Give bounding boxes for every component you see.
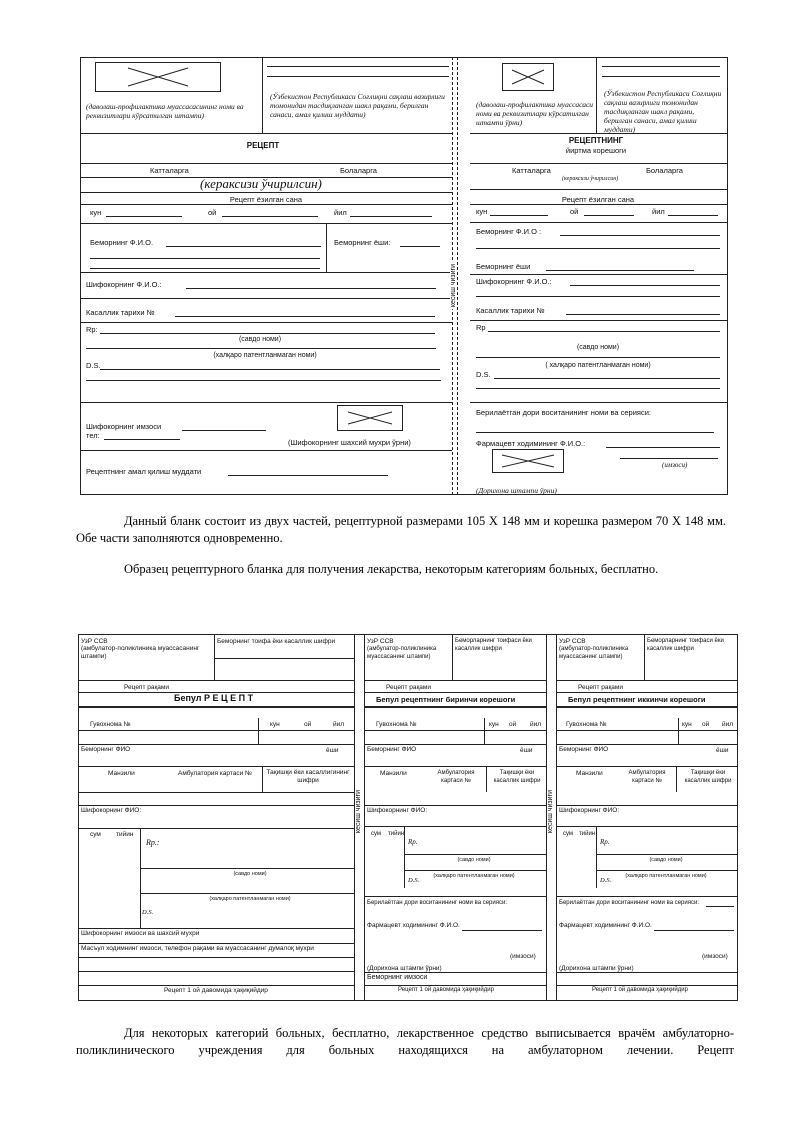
doctor-signature-label: Шифокорнинг имзоси <box>86 422 162 431</box>
sum-label: сум <box>563 831 574 837</box>
dispensed-drug-label: Берилаётган дори воситанининг номи ва серияси: <box>476 408 651 417</box>
drug-trade-name-caption: (савдо номи) <box>233 871 267 877</box>
stub1-title: Бепул рецептнинг биринчи корешоги <box>376 695 516 704</box>
rp-label: Rp: <box>86 325 98 334</box>
month-label: ой <box>304 721 312 728</box>
ministry-label: УзР ССВ <box>559 638 586 645</box>
doctor-signature-label: Шифокорнинг имзоси ва шахсий мухри <box>81 930 200 937</box>
category-code-label: Беморларнинг тоифаси ёки касаллик шифри <box>647 638 724 652</box>
date-label: Рецепт ёзилган сана <box>229 195 303 204</box>
children-label: Болаларга <box>340 166 377 175</box>
day-label: кун <box>682 721 692 728</box>
pharmacy-stamp-caption: (Дорихона штампи ўрни) <box>367 965 442 972</box>
address-label: Манзили <box>108 770 135 777</box>
validity-label: Рецепт 1 ой давомида ҳақиқийдир <box>398 987 494 993</box>
history-label: Касаллик тарихи № <box>476 306 545 315</box>
patient-name-label: Беморнинг ФИО <box>81 746 131 753</box>
sum-label: сум <box>90 831 101 838</box>
inst-stamp-caption: (амбулатор-поликлиника муассасанинг штампи) <box>367 646 437 660</box>
patient-age-label: Беморнинг ёши: <box>334 238 391 247</box>
doctor-name-label: Шифокорнинг ФИО: <box>81 807 142 814</box>
tiyin-label: тийин <box>579 831 596 837</box>
adults-label: Катталарга <box>512 166 551 175</box>
ds-label: D.S. <box>86 361 101 370</box>
year-label: йил <box>333 721 345 728</box>
day-label: кун <box>476 207 488 216</box>
signature-caption: (имзоси) <box>662 461 688 469</box>
drug-intl-name-caption: (халқаро патентланмаган номи) <box>209 896 291 902</box>
pharmacy-stamp-caption: (Дорихона штампи ўрни) <box>476 486 557 495</box>
tiyin-label: тийин <box>116 831 134 838</box>
patient-name-label: Беморнинг ФИО <box>367 746 417 753</box>
age-label: ёши <box>520 747 533 754</box>
day-label: кун <box>489 721 499 728</box>
doctor-name-label: Шифокорнинг Ф.И.О.: <box>476 277 552 286</box>
concomitant-code-label: Тақишқи ёки касаллигининг шифри <box>266 769 350 784</box>
day-label: кун <box>90 208 102 217</box>
certificate-number-label: Гувохнома № <box>90 721 131 728</box>
adults-label: Катталарга <box>150 166 189 175</box>
validity-label: Рецепт 1 ой давомида ҳақиқийдир <box>164 987 268 994</box>
ds-label: D.S. <box>600 877 612 884</box>
age-label: ёши <box>716 747 729 754</box>
stub2-title: Бепул рецептнинг иккинчи корешоги <box>568 695 706 704</box>
drug-trade-name-caption: (савдо номи) <box>238 336 282 343</box>
patient-name-label: Беморнинг ФИО <box>559 746 609 753</box>
pharmacy-stamp-caption: (Дорихона штампи ўрни) <box>559 965 634 972</box>
responsible-sign-label: Масъул ходимнинг имзоси, телефон рақами ва муассасанинг думалоқ мухри <box>81 945 314 952</box>
description-paragraph: Данный бланк состоит из двух частей, рецептурной размерами 105 Х 148 мм и корешка размером 70 Х 148 мм. Обе части заполняются одновременно. <box>76 514 726 545</box>
validity-label: Рецептнинг амал қилиш муддати <box>86 467 202 476</box>
children-label: Болаларга <box>646 166 683 175</box>
inst-stamp-caption: (амбулатор-поликлиника муассасанинг штампи) <box>559 646 629 660</box>
drug-intl-name-caption: (халқаро патентланмаган номи) <box>213 352 317 359</box>
day-label: кун <box>270 721 280 728</box>
patient-age-label: Беморнинг ёши <box>476 262 531 271</box>
patient-name-label: Беморнинг Ф.И.О. <box>90 238 154 247</box>
cross-out-caption: (кераксизи ўчирилсин) <box>562 176 619 182</box>
approval-caption: (Ўзбекистон Республикаси Соғлиқни сақлаш вазирлиги томонидан тасдиқланган шакл рақами, берилган санаси, амал қилиш муддати) <box>270 92 445 119</box>
pharmacist-name-label: Фармацевт ходимининг Ф.И.О. <box>367 922 460 929</box>
year-label: йил <box>652 207 665 216</box>
cut-line-label: кесиш чизиғи <box>547 790 554 834</box>
category-code-label: Беморнинг тоифа ёки касаллик шифри <box>217 638 336 645</box>
year-label: йил <box>722 721 734 728</box>
cut-line-label: кесиш чизиғи <box>355 790 362 834</box>
ds-label: D.S. <box>476 370 491 379</box>
validity-label: Рецепт 1 ой давомида ҳақиқийдир <box>592 987 688 993</box>
approval-caption: (Ўзбекистон Республикаси Соғлиқни сақлаш вазирлиги томонидан тасдиқланган шакл рақами, берилган санаси, амал қилиш муддати) <box>604 89 722 134</box>
tiyin-label: тийин <box>388 831 405 837</box>
month-label: ой <box>208 208 217 217</box>
certificate-number-label: Гувохнома № <box>376 721 417 728</box>
form1-title: РЕЦЕПТ <box>246 141 280 150</box>
category-code-label: Беморларнинг тоифаси ёки касаллик шифри <box>455 638 532 652</box>
sum-label: сум <box>371 831 382 837</box>
stub-title-line2: йиртма корешоги <box>565 146 627 155</box>
drug-trade-name-caption: (савдо номи) <box>576 344 620 351</box>
rp-label: Rp.: <box>146 838 160 847</box>
address-label: Манзили <box>576 770 603 777</box>
certificate-number-label: Гувохнома № <box>566 721 607 728</box>
month-label: ой <box>509 721 517 728</box>
drug-intl-name-caption: (халқаро патентланмаган номи) <box>433 873 515 879</box>
stub-title-line1: РЕЦЕПТНИНГ <box>568 136 624 145</box>
ministry-label: УзР ССВ <box>81 638 108 645</box>
patient-signature-label: Беморнинг имзоси <box>367 974 428 981</box>
drug-intl-name-caption: (халқаро патентланмаган номи) <box>625 873 707 879</box>
year-label: йил <box>530 721 542 728</box>
sample-caption: Образец рецептурного бланка для получения лекарства, некоторым категориям больных, бесплатно. <box>124 562 659 576</box>
month-label: ой <box>702 721 710 728</box>
ds-label: D.S. <box>408 877 420 884</box>
doctor-name-label: Шифокорнинг ФИО: <box>367 807 428 814</box>
inst-stamp-caption: (амбулатор-поликлиника муассасанинг штампи) <box>81 645 200 660</box>
age-label: ёши <box>326 747 339 754</box>
drug-trade-name-caption: (савдо номи) <box>457 857 491 863</box>
body-paragraph: Для некоторых категорий больных, бесплатно, лекарственное средство выписывается врачём амбулаторно-поликлинического учреждения для больных находящихся на амбулаторном лечении. Рецепт <box>76 1026 734 1057</box>
signature-caption: (имзоси) <box>702 953 728 960</box>
signature-caption: (имзоси) <box>510 953 536 960</box>
outpatient-card-label: Амбулатория картаси № <box>437 770 475 784</box>
rp-label: Rp. <box>600 838 610 846</box>
doctor-name-label: Шифокорнинг ФИО: <box>559 807 620 814</box>
outpatient-card-label: Амбулатория картаси № <box>178 770 253 777</box>
rp-label: Rp. <box>408 838 418 846</box>
drug-trade-name-caption: (савдо номи) <box>649 857 683 863</box>
ds-label: D.S. <box>142 909 154 916</box>
rx-number-label: Рецепт рақами <box>578 684 624 691</box>
dispensed-drug-label: Берилаётган дори воситанининг номи ва серияси: <box>559 900 699 906</box>
address-label: Манзили <box>380 770 407 777</box>
patient-name-label: Беморнинг Ф.И.О : <box>476 227 542 236</box>
concomitant-code-label: Тақишқи ёки касаллик шифри <box>684 770 732 784</box>
tel-label: тел: <box>86 431 100 440</box>
pharmacist-name-label: Фармацевт ходимининг Ф.И.О.: <box>476 439 586 448</box>
inst-stamp-caption: (даволаш-профилактика муассасасининг номи ва реквизитлари кўрсатилган штампи) <box>86 102 244 120</box>
seal-caption: (Шифокорнинг шахсий мухри ўрни) <box>288 438 411 447</box>
drug-intl-name-caption: ( халқаро патентланмаган номи) <box>545 362 651 369</box>
history-label: Касаллик тарихи № <box>86 308 155 317</box>
dispensed-drug-label: Берилаётган дори воситанининг номи ва серияси: <box>367 900 507 906</box>
rx-number-label: Рецепт рақами <box>386 684 432 691</box>
pharmacist-name-label: Фармацевт ходимининг Ф.И.О. <box>559 922 652 929</box>
inst-stamp-caption: (даволаш-профилактика муассасаси номи ва реквизитлари кўрсатилган штампи ўрни) <box>476 100 594 127</box>
year-label: йил <box>334 208 347 217</box>
rp-label: Rp <box>476 323 486 332</box>
month-label: ой <box>570 207 579 216</box>
cross-out-caption: (кераксизи ўчирилсин) <box>200 176 322 191</box>
cut-line-label: кесиш чизиғи <box>450 264 457 308</box>
rx-number-label: Рецепт рақами <box>124 684 170 691</box>
ministry-label: УзР ССВ <box>367 638 394 645</box>
outpatient-card-label: Амбулатория картаси № <box>628 770 666 784</box>
form2-title: Бепул Р Е Ц Е П Т <box>174 693 254 703</box>
date-label: Рецепт ёзилган сана <box>561 195 635 204</box>
doctor-name-label: Шифокорнинг Ф.И.О.: <box>86 280 162 289</box>
concomitant-code-label: Тақишқи ёки касаллик шифри <box>493 770 541 784</box>
